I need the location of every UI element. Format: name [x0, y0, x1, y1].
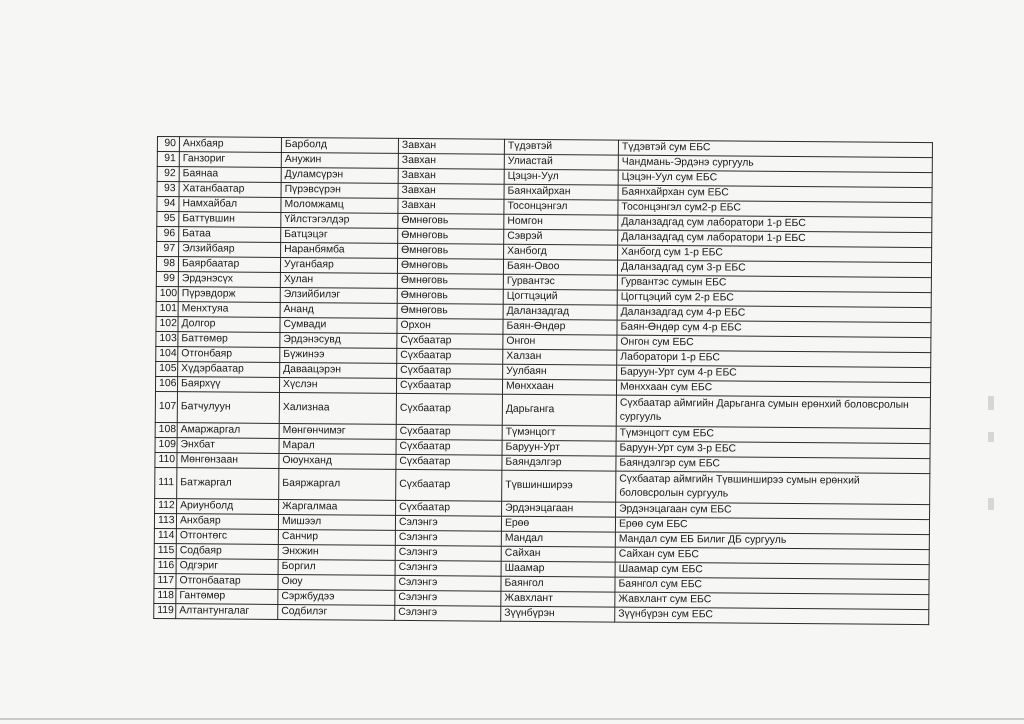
soum-cell: Ханбогд [504, 244, 618, 260]
school-cell: Лаборатори 1-р ЕБС [617, 350, 931, 367]
school-cell: Ерөө сум ЕБС [615, 517, 929, 534]
last-name-cell: Боргил [278, 559, 395, 575]
school-cell: Тосонцэнгэл сум2-р ЕБС [618, 200, 932, 217]
row-number-cell: 104 [156, 346, 178, 361]
first-name-cell: Пүрэвдорж [178, 287, 280, 303]
school-cell: Мөнххаан сум ЕБС [616, 380, 930, 397]
soum-cell: Баян-Өндөр [503, 319, 617, 335]
aimag-cell: Сэлэнгэ [395, 560, 501, 576]
scan-edge-line [0, 718, 1024, 720]
school-cell: Даланзадгад сум лаборатори 1-р ЕБС [618, 215, 932, 232]
aimag-cell: Өмнөговь [398, 213, 504, 229]
aimag-cell: Завхан [398, 153, 504, 169]
aimag-cell: Өмнөговь [397, 273, 503, 289]
aimag-cell: Сүхбаатар [396, 378, 502, 394]
aimag-cell: Завхан [398, 183, 504, 199]
aimag-cell: Сэлэнгэ [395, 575, 501, 591]
first-name-cell: Анхбаяр [179, 137, 281, 153]
row-number-cell: 97 [157, 242, 179, 257]
soum-cell: Эрдэнэцагаан [502, 501, 616, 517]
soum-cell: Уулбаян [503, 364, 617, 380]
last-name-cell: Марал [279, 438, 396, 454]
school-cell: Баруун-Урт сум 4-р ЕБС [617, 365, 931, 382]
soum-cell: Сайхан [501, 546, 615, 562]
row-number-cell: 101 [156, 301, 178, 316]
scan-mark [988, 498, 994, 510]
last-name-cell: Оюу [278, 574, 395, 590]
last-name-cell: Мөнгөнчимэг [279, 423, 396, 439]
first-name-cell: Энхбат [177, 438, 279, 454]
last-name-cell: Санчир [278, 529, 395, 545]
school-cell: Шаамар сум ЕБС [615, 562, 929, 579]
aimag-cell: Сүхбаатар [397, 363, 503, 379]
last-name-cell: Даваацэрэн [280, 362, 397, 378]
last-name-cell: Оюунханд [279, 453, 396, 469]
last-name-cell: Моломжамц [281, 197, 398, 213]
school-cell: Баянгол сум ЕБС [615, 577, 929, 594]
student-table [153, 136, 933, 625]
soum-cell: Түмэнцогт [502, 425, 616, 441]
soum-cell: Халзан [503, 349, 617, 365]
school-cell: Даланзадгад сум лаборатори 1-р ЕБС [618, 230, 932, 247]
school-cell: Баянхайрхан сум ЕБС [618, 185, 932, 202]
scan-mark [988, 432, 994, 442]
soum-cell: Түдэвтэй [504, 139, 618, 155]
school-cell: Онгон сум ЕБС [617, 335, 931, 352]
row-number-cell: 96 [157, 227, 179, 242]
soum-cell: Шаамар [501, 561, 615, 577]
row-number-cell: 98 [156, 257, 178, 272]
last-name-cell: Содбилэг [278, 604, 395, 620]
soum-cell: Дарьганга [502, 394, 616, 426]
aimag-cell: Сүхбаатар [396, 500, 502, 516]
school-cell: Сүхбаатар аймгийн Түвшинширээ сумын ерөнхий боловсролын сургууль [616, 471, 930, 504]
soum-cell: Баянхайрхан [504, 184, 618, 200]
aimag-cell: Завхан [398, 138, 504, 154]
soum-cell: Баянгол [501, 576, 615, 592]
first-name-cell: Отгонбаатар [176, 574, 278, 590]
soum-cell: Улиастай [504, 154, 618, 170]
row-number-cell: 109 [155, 437, 177, 452]
soum-cell: Цогтцэций [503, 289, 617, 305]
row-number-cell: 115 [154, 543, 176, 558]
first-name-cell: Гантөмөр [176, 589, 278, 605]
first-name-cell: Намхайбал [179, 197, 281, 213]
soum-cell: Зүүнбүрэн [501, 606, 615, 622]
last-name-cell: Ууганбаяр [280, 257, 397, 273]
row-number-cell: 114 [154, 528, 176, 543]
soum-cell: Баруун-Урт [502, 440, 616, 456]
last-name-cell: Наранбямба [281, 242, 398, 258]
school-cell: Эрдэнэцагаан сум ЕБС [616, 502, 930, 519]
aimag-cell: Өмнөговь [398, 243, 504, 259]
aimag-cell: Сүхбаатар [396, 454, 502, 470]
soum-cell: Гурвантэс [503, 274, 617, 290]
row-number-cell: 100 [156, 286, 178, 301]
first-name-cell: Анхбаяр [176, 514, 278, 530]
aimag-cell: Сүхбаатар [396, 439, 502, 455]
first-name-cell: Долгор [178, 317, 280, 333]
last-name-cell: Батцэцэг [281, 227, 398, 243]
school-cell: Гурвантэс сумын ЕБС [617, 275, 931, 292]
row-number-cell: 111 [155, 467, 177, 498]
first-name-cell: Ариунболд [177, 499, 279, 515]
row-number-cell: 93 [157, 182, 179, 197]
last-name-cell: Сэржбудээ [278, 589, 395, 605]
soum-cell: Сэврэй [504, 229, 618, 245]
aimag-cell: Сэлэнгэ [395, 605, 501, 621]
last-name-cell: Баяржаргал [279, 468, 396, 500]
first-name-cell: Баярхүү [177, 377, 279, 393]
school-cell: Баруун-Урт сум 3-р ЕБС [616, 441, 930, 458]
soum-cell: Цэцэн-Уул [504, 169, 618, 185]
school-cell: Даланзадгад сум 4-р ЕБС [617, 305, 931, 322]
row-number-cell: 117 [154, 573, 176, 588]
last-name-cell: Энхжин [278, 544, 395, 560]
school-cell: Мандал сум ЕБ Билиг ДБ сургууль [615, 532, 929, 549]
last-name-cell: Элзийбилэг [280, 287, 397, 303]
last-name-cell: Үйлстэгэлдэр [281, 212, 398, 228]
first-name-cell: Баярбаатар [178, 257, 280, 273]
first-name-cell: Отгонбаяр [178, 347, 280, 363]
row-number-cell: 107 [155, 391, 177, 422]
first-name-cell: Содбаяр [176, 544, 278, 560]
table-body [154, 137, 933, 625]
last-name-cell: Жаргалмаа [279, 499, 396, 515]
last-name-cell: Барболд [281, 137, 398, 153]
row-number-cell: 103 [156, 331, 178, 346]
soum-cell: Ерөө [501, 516, 615, 532]
last-name-cell: Сумвади [280, 317, 397, 333]
row-number-cell: 108 [155, 422, 177, 437]
school-cell: Жавхлант сум ЕБС [615, 592, 929, 609]
last-name-cell: Анужин [281, 152, 398, 168]
row-number-cell: 118 [154, 588, 176, 603]
soum-cell: Баяндэлгэр [502, 455, 616, 471]
first-name-cell: Эрдэнэсүх [178, 272, 280, 288]
soum-cell: Мөнххаан [502, 379, 616, 395]
school-cell: Даланзадгад сум 3-р ЕБС [617, 260, 931, 277]
row-number-cell: 106 [155, 376, 177, 391]
row-number-cell: 119 [154, 603, 176, 618]
aimag-cell: Завхан [398, 198, 504, 214]
school-cell: Түмэнцогт сум ЕБС [616, 426, 930, 443]
last-name-cell: Эрдэнэсувд [280, 332, 397, 348]
row-number-cell: 92 [157, 167, 179, 182]
first-name-cell: Отгонтөгс [176, 529, 278, 545]
soum-cell: Тосонцэнгэл [504, 199, 618, 215]
row-number-cell: 90 [157, 137, 179, 152]
first-name-cell: Алтантунгалаг [176, 604, 278, 620]
school-cell: Цэцэн-Уул сум ЕБС [618, 170, 932, 187]
last-name-cell: Хализнаа [279, 392, 396, 424]
aimag-cell: Сүхбаатар [397, 333, 503, 349]
last-name-cell: Дуламсүрэн [281, 167, 398, 183]
school-cell: Түдэвтэй сум ЕБС [618, 140, 932, 157]
aimag-cell: Завхан [398, 168, 504, 184]
soum-cell: Жавхлант [501, 591, 615, 607]
school-cell: Цогтцэций сум 2-р ЕБС [617, 290, 931, 307]
aimag-cell: Сүхбаатар [396, 469, 502, 501]
school-cell: Ханбогд сум 1-р ЕБС [618, 245, 932, 262]
row-number-cell: 113 [154, 513, 176, 528]
first-name-cell: Хүдэрбаатар [178, 362, 280, 378]
aimag-cell: Өмнөговь [397, 258, 503, 274]
school-cell: Сайхан сум ЕБС [615, 547, 929, 564]
last-name-cell: Хулан [280, 272, 397, 288]
aimag-cell: Өмнөговь [397, 288, 503, 304]
first-name-cell: Батжаргал [177, 468, 279, 500]
row-number-cell: 94 [157, 197, 179, 212]
aimag-cell: Сүхбаатар [396, 393, 502, 425]
last-name-cell: Пүрэвсүрэн [281, 182, 398, 198]
soum-cell: Түвшинширээ [502, 470, 616, 502]
row-number-cell: 105 [156, 361, 178, 376]
first-name-cell: Ганзориг [179, 152, 281, 168]
first-name-cell: Батчулуун [177, 392, 279, 424]
row-number-cell: 95 [157, 212, 179, 227]
last-name-cell: Бүжинээ [280, 347, 397, 363]
school-cell: Баяндэлгэр сум ЕБС [616, 456, 930, 473]
scan-mark [988, 396, 994, 410]
aimag-cell: Сэлэнгэ [395, 515, 501, 531]
soum-cell: Баян-Овоо [503, 259, 617, 275]
aimag-cell: Сэлэнгэ [395, 545, 501, 561]
row-number-cell: 102 [156, 316, 178, 331]
first-name-cell: Баттөмөр [178, 332, 280, 348]
soum-cell: Мандал [501, 531, 615, 547]
aimag-cell: Өмнөговь [397, 303, 503, 319]
first-name-cell: Мөнгөнзаан [177, 453, 279, 469]
student-table-container [153, 136, 932, 625]
first-name-cell: Менхтуяа [178, 302, 280, 318]
row-number-cell: 91 [157, 152, 179, 167]
first-name-cell: Хатанбаатар [179, 182, 281, 198]
last-name-cell: Хүслэн [279, 377, 396, 393]
aimag-cell: Сэлэнгэ [395, 590, 501, 606]
row-number-cell: 112 [155, 498, 177, 513]
first-name-cell: Амаржаргал [177, 423, 279, 439]
first-name-cell: Батаа [179, 227, 281, 243]
school-cell: Чандмань-Эрдэнэ сургууль [618, 155, 932, 172]
soum-cell: Онгон [503, 334, 617, 350]
aimag-cell: Сүхбаатар [396, 424, 502, 440]
aimag-cell: Сүхбаатар [397, 348, 503, 364]
aimag-cell: Сэлэнгэ [395, 530, 501, 546]
row-number-cell: 110 [155, 452, 177, 467]
first-name-cell: Одгэриг [176, 559, 278, 575]
school-cell: Зүүнбүрэн сум ЕБС [615, 607, 929, 624]
row-number-cell: 99 [156, 271, 178, 286]
last-name-cell: Ананд [280, 302, 397, 318]
soum-cell: Номгон [504, 214, 618, 230]
soum-cell: Даланзадгад [503, 304, 617, 320]
school-cell: Баян-Өндөр сум 4-р ЕБС [617, 320, 931, 337]
aimag-cell: Өмнөговь [398, 228, 504, 244]
first-name-cell: Элзийбаяр [179, 242, 281, 258]
row-number-cell: 116 [154, 558, 176, 573]
school-cell: Сүхбаатар аймгийн Дарьганга сумын ерөнхий боловсролын сургууль [616, 395, 930, 428]
first-name-cell: Баянаа [179, 167, 281, 183]
last-name-cell: Мишээл [278, 514, 395, 530]
first-name-cell: Баттүвшин [179, 212, 281, 228]
aimag-cell: Орхон [397, 318, 503, 334]
